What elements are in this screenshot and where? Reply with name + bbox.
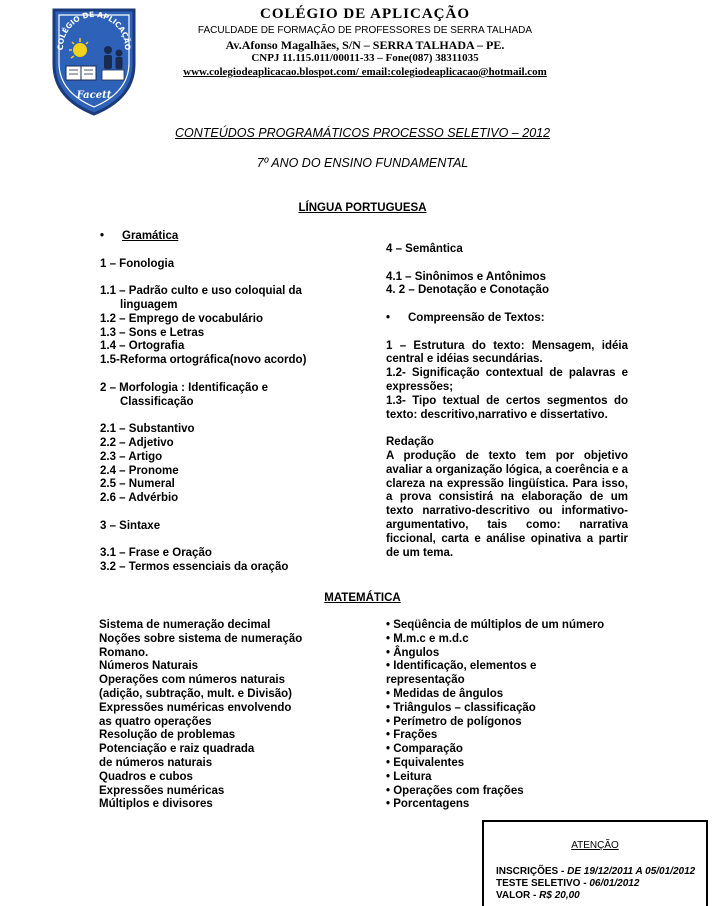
list-item: • Equivalentes	[386, 756, 465, 769]
faculty-name: FACULDADE DE FORMAÇÃO DE PROFESSORES DE SERRA TALHADA	[197, 25, 533, 36]
matematica-left-column	[99, 619, 359, 812]
notice-valor: VALOR - R$ 20,00	[496, 890, 580, 901]
list-item: 2.1 – Substantivo	[100, 423, 195, 436]
list-item: Expressões numéricas	[99, 784, 225, 797]
school-name: COLÉGIO DE APLICAÇÃO	[259, 6, 471, 22]
list-item: 4.1 – Sinônimos e Antônimos	[386, 270, 546, 283]
list-item: 3.1 – Frase e Oração	[100, 547, 212, 560]
list-item: 4. 2 – Denotação e Conotação	[386, 284, 549, 297]
compreensao-heading: • Compreensão de Textos:	[386, 311, 545, 324]
list-item: de números naturais	[99, 756, 213, 769]
list-item: linguagem	[120, 298, 178, 311]
redacao-paragraph: A produção de texto tem por objetivo avaliar a organização lógica, a coerência e a clareza na expressão lingüística. Para isso, a prova consistirá na elaboração de um texto narrativo-descritivo ou informativo-argumentativo, tais como: narrativa ficcional, carta e análise opinativa a partir de um tema.	[386, 449, 628, 559]
logo-brand: Facett	[76, 90, 112, 101]
list-item: representação	[386, 674, 465, 687]
list-item: Sistema de numeração decimal	[99, 619, 271, 631]
books-icon	[66, 66, 96, 80]
list-item: 2.4 – Pronome	[100, 464, 179, 477]
bullet-icon: •	[100, 230, 105, 242]
list-item: Resolução de problemas	[99, 729, 236, 742]
list-item: 1.1 – Padrão culto e uso coloquial da	[100, 285, 302, 298]
list-item: 3.2 – Termos essenciais da oração	[100, 561, 289, 574]
section-heading-portugues: LÍNGUA PORTUGUESA	[298, 202, 427, 214]
list-item: • Perímetro de polígonos	[386, 715, 522, 728]
list-item: Operações com números naturais	[99, 674, 285, 687]
list-item: 1.3 – Sons e Letras	[100, 326, 205, 339]
list-item: 1.5-Reforma ortográfica(novo acordo)	[100, 354, 307, 367]
list-item: 2.5 – Numeral	[100, 478, 175, 491]
morfologia-heading: 2 – Morfologia : Identificação e	[100, 381, 269, 394]
list-item: • Leitura	[386, 770, 432, 783]
list-item: 1.2 – Emprego de vocabulário	[100, 312, 263, 325]
document-title: CONTEÚDOS PROGRAMÁTICOS PROCESSO SELETIVO – 2012	[174, 126, 551, 140]
list-item: • Porcentagens	[386, 798, 470, 811]
fonologia-heading: 1 – Fonologia	[100, 257, 175, 270]
list-item: Potenciação e raiz quadrada	[99, 743, 255, 756]
list-item: 2.3 – Artigo	[100, 450, 163, 463]
list-item: Noções sobre sistema de numeração	[99, 632, 303, 645]
portugues-left-column	[100, 230, 345, 575]
logo-arc-text: COLÉGIO DE APLICAÇÃO	[55, 9, 133, 51]
list-item: • Identificação, elementos e	[386, 660, 537, 673]
paragraph: 1.3- Tipo textual de certos segmentos do texto: descritivo,narrativo e dissertativo.	[386, 394, 628, 421]
bullet-icon: •	[386, 311, 391, 324]
redacao-heading: Redação	[386, 436, 434, 449]
list-item: • Seqüência de múltiplos de um número	[386, 619, 605, 631]
matematica-right-column	[386, 619, 646, 812]
document-subtitle: 7º ANO DO ENSINO FUNDAMENTAL	[256, 156, 469, 170]
list-item: • Operações com frações	[386, 784, 524, 797]
school-web-email[interactable]: www.colegiodeaplicacao.blospot.com/ email:colegiodeaplicacao@hotmail.com	[183, 66, 547, 78]
list-item: Expressões numéricas envolvendo	[99, 701, 292, 714]
school-logo	[50, 6, 138, 118]
semantica-heading: 4 – Semântica	[386, 243, 463, 255]
notice-box	[482, 820, 708, 906]
notice-title: ATENÇÃO	[571, 840, 619, 851]
list-item: as quatro operações	[99, 715, 212, 728]
list-item: Múltiplos e divisores	[99, 798, 213, 811]
paragraph: 1 – Estrutura do texto: Mensagem, idéia central e idéias secundárias.	[386, 339, 628, 366]
list-item: • M.m.c e m.d.c	[386, 632, 469, 645]
portugues-right-column	[386, 243, 628, 560]
list-item: • Medidas de ângulos	[386, 687, 504, 700]
morfologia-heading-cont: Classificação	[120, 395, 194, 408]
list-item: • Comparação	[386, 743, 463, 756]
list-item: 2.2 – Adjetivo	[100, 436, 174, 449]
list-item: 2.6 – Advérbio	[100, 492, 179, 505]
school-cnpj-phone: CNPJ 11.115.011/00011-33 – Fone(087) 38311035	[251, 52, 479, 64]
list-item: Números Naturais	[99, 660, 199, 673]
list-item: • Ângulos	[386, 646, 440, 659]
notice-teste-seletivo: TESTE SELETIVO - 06/01/2012	[496, 878, 640, 889]
list-item: • Frações	[386, 729, 438, 742]
list-item: Romano.	[99, 646, 149, 659]
section-heading-matematica: MATEMÁTICA	[324, 592, 401, 604]
list-item: Quadros e cubos	[99, 770, 193, 783]
list-item: (adição, subtração, mult. e Divisão)	[99, 687, 292, 700]
school-address: Av.Afonso Magalhães, S/N – SERRA TALHADA – PE.	[225, 38, 505, 52]
notice-inscricoes: INSCRIÇÕES - DE 19/12/2011 A 05/01/2012	[496, 866, 696, 877]
list-item: • Triângulos – classificação	[386, 701, 536, 714]
sintaxe-heading: 3 – Sintaxe	[100, 519, 161, 532]
list-item: 1.4 – Ortografia	[100, 340, 185, 353]
paragraph: 1.2- Significação contextual de palavras e expressões;	[386, 367, 628, 393]
gramatica-heading: • Gramática	[100, 230, 179, 242]
